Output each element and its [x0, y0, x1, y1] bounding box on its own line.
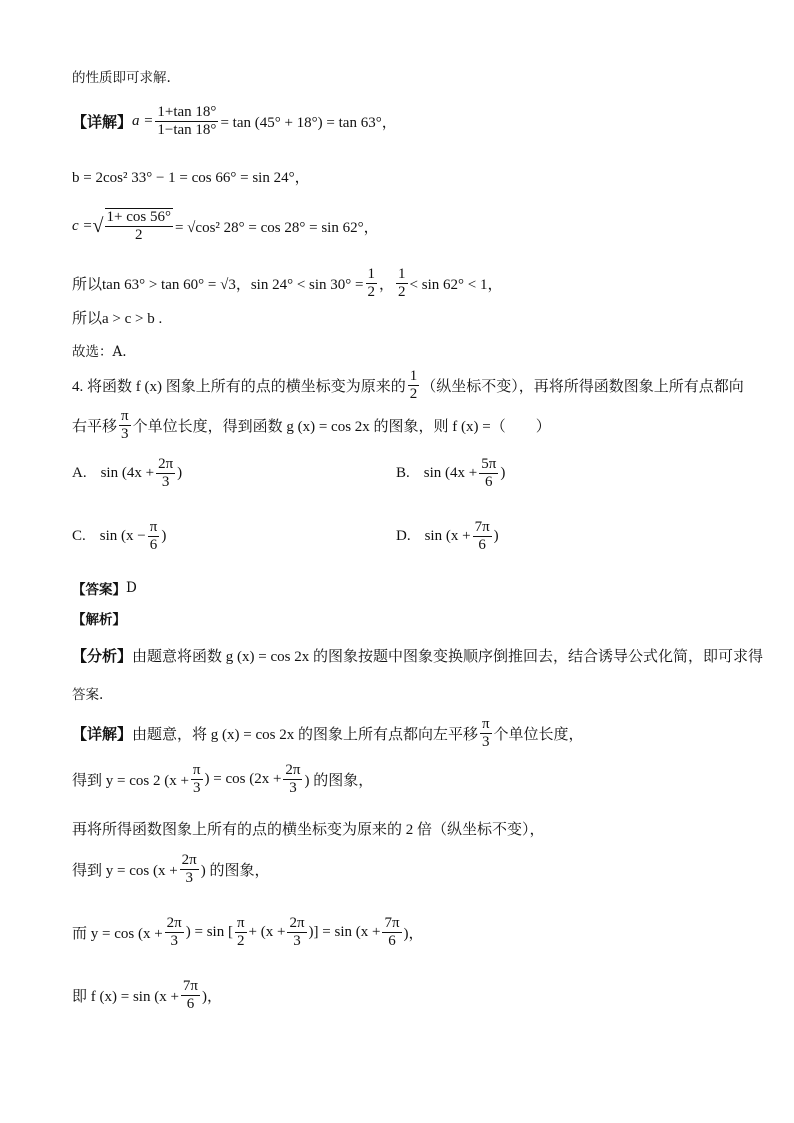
fraction [165, 915, 184, 951]
q4-d: 个单位长度，得到函数 g (x) = cos 2x 的图象，则 f (x) =（ ） [132, 419, 551, 436]
option-d[interactable] [396, 519, 499, 555]
denominator: 3 [293, 933, 301, 950]
get2-a: 得到 y = cos (x + [72, 863, 178, 880]
fraction [408, 368, 420, 404]
denominator: 2 [134, 227, 143, 244]
fraction [148, 519, 160, 555]
fraction [235, 915, 247, 951]
so-c: < sin 62° < 1， [409, 277, 503, 294]
and-a: 而 y = cos (x + [72, 926, 163, 943]
so-prefix: 所以 [72, 277, 103, 294]
option-text: sin (x − [99, 528, 146, 545]
fraction [396, 266, 408, 302]
analysis-label: 【解析】 [72, 612, 126, 628]
so-a: tan 63° > tan 60° = √3，sin 24° < sin 30° = [102, 277, 364, 294]
fraction [283, 762, 302, 798]
denominator: 3 [161, 474, 170, 491]
text: 的性质即可求解. [72, 70, 171, 86]
fraction [156, 456, 175, 492]
fenxi-text: 由题意将函数 g (x) = cos 2x 的图象按题中图象变换顺序倒推回去，结合诱导公式化简，即可求得 [132, 649, 763, 665]
denominator: 6 [149, 537, 158, 554]
numerator: 2π [287, 915, 306, 933]
option-text: sin (4x + [100, 465, 155, 482]
answer-line [72, 578, 137, 598]
get2-line [72, 852, 270, 888]
answer-label: 【答案】 [72, 582, 126, 598]
equation-b [72, 166, 310, 187]
numerator: π [119, 408, 131, 426]
equation-c [72, 208, 379, 245]
get1-line [72, 762, 373, 798]
get1-c: ) 的图象， [304, 773, 374, 790]
fenxi-label: 【分析】 [72, 649, 133, 665]
numerator: 1 [408, 368, 420, 386]
denominator: 3 [185, 870, 193, 887]
get2-b: ) 的图象， [200, 863, 270, 880]
q4-c: 右平移 [72, 419, 118, 436]
numerator: 2π [283, 762, 302, 780]
detail-label: 【详解】 [72, 727, 133, 744]
numerator: 7π [382, 915, 401, 933]
fraction [382, 915, 401, 951]
numerator: 2π [180, 852, 199, 870]
denominator: 3 [192, 780, 201, 797]
denominator: 2 [398, 284, 406, 301]
eq-c-lhs: c = [72, 217, 93, 234]
eq-a-rhs: = tan (45° + 18°) = tan 63°， [220, 115, 397, 132]
close-paren: ) [500, 465, 506, 482]
eq-b: b = 2cos² 33° − 1 = cos 66° = sin 24°， [72, 170, 310, 186]
question-4-cont [72, 408, 551, 444]
numerator: π [148, 519, 160, 537]
and-line [72, 915, 424, 951]
option-text: sin (4x + [423, 465, 478, 482]
numerator: 2π [156, 456, 175, 474]
detail-label: 【详解】 [72, 115, 133, 132]
close-paren: ) [177, 465, 183, 482]
option-label: A. [72, 465, 87, 482]
option-label: D. [396, 528, 411, 545]
option-label: C. [72, 528, 86, 545]
q4-a: 4. 将函数 f (x) 图象上所有的点的横坐标变为原来的 [72, 379, 406, 396]
denominator: 3 [482, 734, 490, 751]
fraction [191, 762, 203, 798]
denominator: 2 [367, 284, 375, 301]
numerator: 1+ cos 56° [105, 209, 173, 227]
option-b[interactable] [396, 456, 505, 492]
denominator: 3 [289, 780, 297, 797]
fraction [119, 408, 131, 444]
option-text: sin (x + [424, 528, 471, 545]
denominator: 1−tan 18° [157, 122, 217, 139]
get1-a: 得到 y = cos 2 (x + [72, 773, 189, 790]
option-c[interactable] [72, 519, 166, 555]
numerator: 5π [479, 456, 498, 474]
numerator: 7π [181, 978, 200, 996]
text-line [72, 66, 171, 86]
numerator: 2π [165, 915, 184, 933]
choose: 故选：A. [72, 344, 127, 360]
and-b: ) = sin [ [185, 924, 233, 941]
denominator: 6 [388, 933, 396, 950]
denominator: 2 [237, 933, 245, 950]
fraction [479, 456, 498, 492]
fraction [473, 519, 492, 555]
eq-a-lhs: a = [132, 113, 154, 130]
numerator: π [235, 915, 247, 933]
numerator: π [191, 762, 203, 780]
fraction [180, 852, 199, 888]
equation-a [72, 104, 397, 140]
fraction [181, 978, 200, 1014]
fenxi-line [72, 645, 763, 666]
so2: 所以a > c > b . [72, 311, 163, 327]
and-e: )， [403, 926, 424, 943]
fraction [155, 104, 218, 140]
fraction [105, 208, 173, 245]
option-label: B. [396, 465, 410, 482]
numerator: π [480, 716, 492, 734]
fraction [287, 915, 306, 951]
denominator: 6 [186, 996, 195, 1013]
detail2-line [72, 716, 584, 752]
text-line [72, 307, 162, 328]
again-line [72, 818, 545, 839]
answer-value: D [126, 580, 137, 596]
fenxi-text-2: 答案. [72, 687, 104, 703]
so-b: ， [379, 277, 395, 294]
option-a[interactable] [72, 456, 182, 492]
radical-icon: √ [92, 214, 104, 237]
fraction [366, 266, 378, 302]
detail2-a: 由题意，将 g (x) = cos 2x 的图象上所有点都向左平移 [132, 727, 478, 744]
eq-c-rhs: = √cos² 28° = cos 28° = sin 62°， [174, 219, 379, 236]
numerator: 1+tan 18° [155, 104, 218, 122]
question-4 [72, 368, 744, 404]
and-d: )] = sin (x + [308, 924, 381, 941]
ie-line [72, 978, 222, 1014]
numerator: 1 [396, 266, 408, 284]
analysis-line [72, 608, 126, 628]
ie-b: )， [201, 989, 222, 1006]
ie-a: 即 f (x) = sin (x + [72, 989, 179, 1006]
detail2-b: 个单位长度， [493, 727, 584, 744]
denominator: 3 [121, 426, 129, 443]
denominator: 6 [478, 537, 486, 554]
and-c: + (x + [248, 924, 286, 941]
denominator: 6 [485, 474, 493, 491]
close-paren: ) [493, 528, 499, 545]
fenxi-line-2 [72, 683, 103, 703]
text-line [72, 340, 127, 360]
numerator: 7π [473, 519, 492, 537]
denominator: 3 [170, 933, 178, 950]
q4-b: （纵坐标不变），再将所得函数图象上所有点都向 [421, 379, 744, 396]
denominator: 2 [409, 386, 418, 403]
fraction [480, 716, 492, 752]
close-paren: ) [161, 528, 167, 545]
numerator: 1 [366, 266, 378, 284]
inequality-line [72, 266, 502, 302]
again-text: 再将所得函数图象上所有的点的横坐标变为原来的 2 倍（纵坐标不变）， [72, 822, 545, 838]
get1-b: ) = cos (2x + [204, 771, 282, 788]
